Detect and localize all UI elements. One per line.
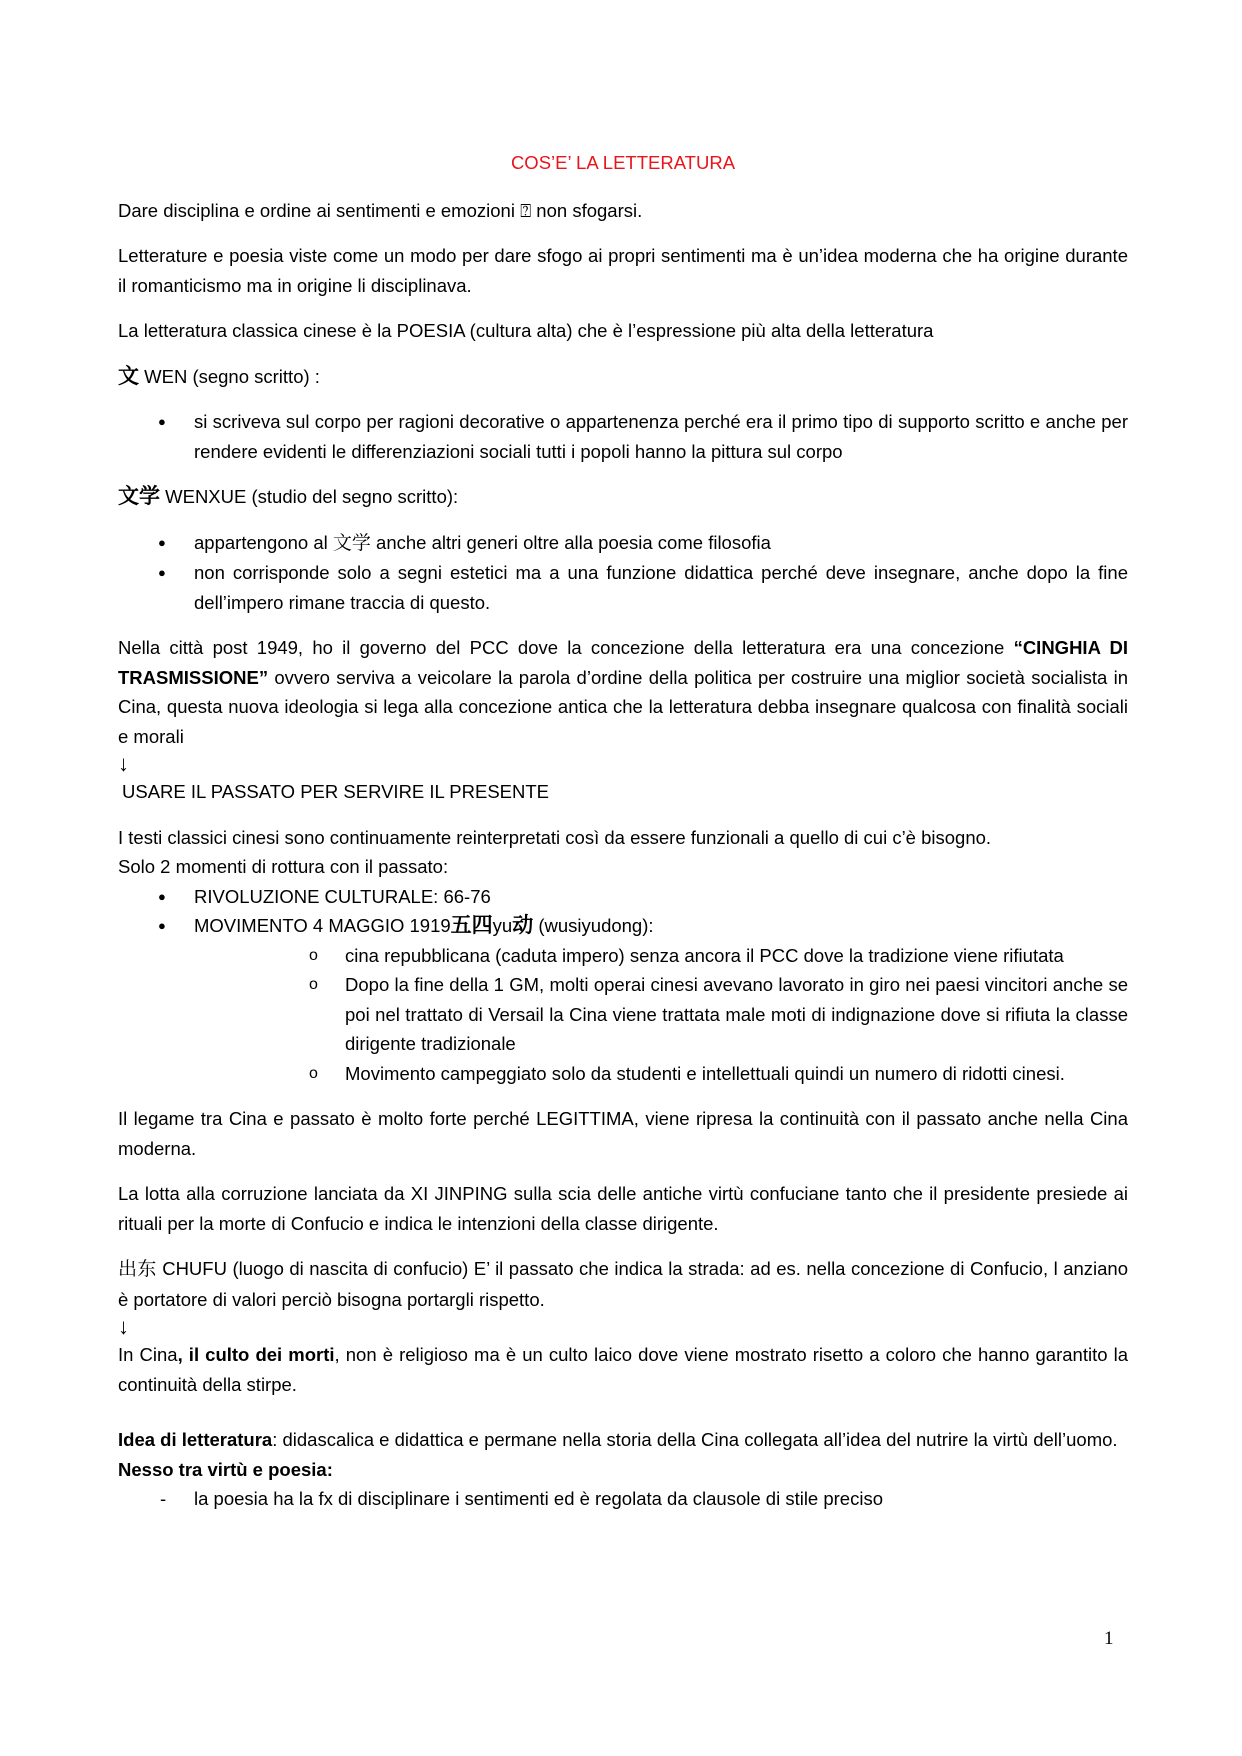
paragraph-pcc (118, 633, 1128, 751)
list-item: ● RIVOLUZIONE CULTURALE: 66-76 (118, 882, 1128, 912)
idea-text: : didascalica e didattica e permane nella storia della Cina collegata all’idea del nutrire la virtù dell’uomo. (272, 1429, 1118, 1450)
paragraph-letterature-poesia: Letterature e poesia viste come un modo per dare sfogo ai propri sentimenti ma è un’idea moderna che ha origine durante il romanticismo ma in origine li disciplinava. (118, 245, 1128, 296)
wen-bullet-list (118, 407, 1128, 466)
paragraph-testi-classici: I testi classici cinesi sono continuamente reinterpretati così da essere funzionali a quello di cui c’è bisogno. (118, 826, 992, 848)
document-body (118, 148, 1128, 1530)
paragraph-idea-letteratura (118, 1425, 1128, 1455)
list-item: o Movimento campeggiato solo da studenti e intellettuali quindi un numero di ridotti cinesi. (194, 1059, 1128, 1089)
down-arrow-icon: ↓ (118, 1314, 129, 1339)
list-item: - la poesia ha la fx di disciplinare i sentimenti ed è regolata da clausole di stile preciso (118, 1484, 1128, 1514)
bullet-text: yu (492, 915, 513, 936)
pcc-text: ovvero serviva a veicolare la parola d’ordine della politica per costruire una miglior società socialista in Cina, questa nuova ideologia si lega alla concezione antica che la letteratura debba insegnare qualcosa con finalità sociali e morali (118, 666, 1128, 747)
wenxue-bullet-list (118, 528, 1128, 618)
cjk-chufu: 出东 (118, 1259, 157, 1280)
cjk-wen: 文 (118, 364, 139, 388)
cinghia-bold: “CINGHIA DI TRASMISSIONE” (118, 637, 1128, 688)
list-item: o Dopo la fine della 1 GM, molti operai cinesi avevano lavorato in giro nei paesi vincitori anche se poi nel trattato di Versail la Cina viene trattata male moti di indignazione dove si rifiuta la classe dirigente tradizionale (194, 970, 1128, 1059)
nesso-list (118, 1484, 1128, 1514)
nesso-bold: Nesso tra virtù e poesia: (118, 1458, 333, 1480)
cjk-dong: 动 (512, 914, 534, 937)
heading-wenxue (118, 482, 1128, 512)
paragraph-culto-morti (118, 1340, 1128, 1399)
list-item (118, 911, 1128, 1088)
chufu-text: CHUFU (luogo di nascita di confucio) E’ il passato che indica la strada: ad es. nella concezione di Confucio, l anziano è portatore di valori perciò bisogna portargli rispetto. (118, 1258, 1128, 1310)
culto-text: In Cina (118, 1344, 178, 1365)
culto-text: , non è religioso ma è un culto laico dove viene mostrato risetto a coloro che hanno garantito la continuità della stirpe. (118, 1344, 1128, 1395)
down-arrow-icon: ↓ (118, 751, 129, 776)
paragraph-disciplina: Dare disciplina e ordine ai sentimenti e emozioni ⍰ non sfogarsi. (118, 199, 643, 221)
list-item (118, 528, 1128, 559)
paragraph-chufu (118, 1254, 1128, 1314)
list-item: o cina repubblicana (caduta impero) senza ancora il PCC dove la tradizione viene rifiutata (194, 941, 1128, 971)
bullet-text: anche altri generi oltre alla poesia come filosofia (370, 531, 771, 553)
cjk-wenxue-inline: 文学 (332, 532, 371, 554)
bullet-text: MOVIMENTO 4 MAGGIO 1919 (194, 915, 451, 936)
paragraph-solo-momenti: Solo 2 momenti di rottura con il passato: (118, 856, 449, 877)
cjk-wenxue: 文学 (118, 485, 160, 508)
wenxue-label: WENXUE (studio del segno scritto): (160, 486, 459, 507)
movimento-sublist (194, 941, 1128, 1089)
culto-bold: , il culto dei morti (177, 1344, 335, 1365)
bullet-text: (wusiyudong): (533, 915, 654, 936)
idea-bold: Idea di letteratura (118, 1429, 273, 1450)
bullet-text: appartengono al (194, 531, 333, 553)
list-item: ● non corrisponde solo a segni estetici ma a una funzione didattica perché deve insegnare, anche dopo la fine dell’impero rimane traccia di questo. (118, 558, 1128, 617)
heading-nesso (118, 1455, 1128, 1485)
paragraph-lotta-corruzione: La lotta alla corruzione lanciata da XI JINPING sulla scia delle antiche virtù confuciane tanto che il presidente presiede ai rituali per la morte di Confucio e indica le intenzioni della classe dirigente. (118, 1183, 1128, 1234)
cjk-wusi: 五四 (450, 914, 493, 937)
usare-passato: USARE IL PASSATO PER SERVIRE IL PRESENTE (122, 781, 550, 802)
pcc-text: Nella città post 1949, ho il governo del PCC dove la concezione della letteratura era una concezione (118, 637, 1014, 658)
page-title: COS’E’ LA LETTERATURA (510, 152, 736, 173)
heading-wen (118, 362, 1128, 392)
list-item: ● si scriveva sul corpo per ragioni decorative o appartenenza perché era il primo tipo di supporto scritto e anche per rendere evidenti le differenziazioni sociali tutti i popoli hanno la pittura sul corpo (118, 407, 1128, 466)
paragraph-legame: Il legame tra Cina e passato è molto forte perché LEGITTIMA, viene ripresa la continuità con il passato anche nella Cina moderna. (118, 1108, 1128, 1159)
rotture-list (118, 882, 1128, 1089)
wen-label: WEN (segno scritto) : (139, 365, 320, 387)
paragraph-letteratura-classica: La letteratura classica cinese è la POESIA (cultura alta) che è l’espressione più alta della letteratura (118, 320, 934, 341)
page-number: 1 (1104, 1628, 1114, 1649)
